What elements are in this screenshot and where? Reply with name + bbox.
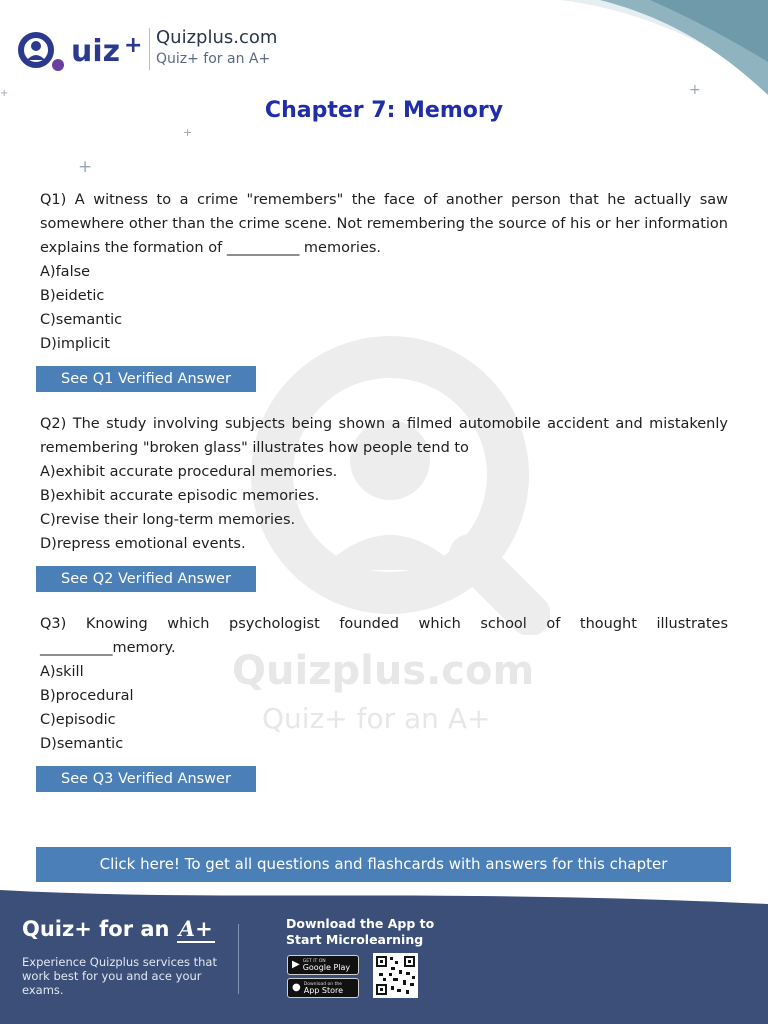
watermark-title: Quizplus.com: [232, 648, 535, 694]
answer-option: A)false: [40, 264, 91, 280]
google-play-text: [303, 959, 350, 972]
logo-divider: [149, 28, 150, 70]
answer-option: D)semantic: [40, 736, 124, 752]
question-3: [40, 612, 728, 756]
answer-option: B)procedural: [40, 688, 134, 704]
svg-text:+: +: [124, 33, 143, 58]
app-store-text: [304, 982, 343, 995]
see-q1-answer-button[interactable]: See Q1 Verified Answer: [36, 366, 256, 392]
question-text: Q3) Knowing which psychologist founded which school of thought illustrates __________memory.: [40, 616, 728, 656]
svg-text:uiz: uiz: [71, 34, 121, 69]
footer-brand-prefix: Quiz+ for an: [22, 917, 170, 941]
footer-brand-accent: A+: [178, 916, 213, 941]
app-store-label: App Store: [303, 985, 344, 995]
google-play-badge[interactable]: [287, 955, 359, 975]
answer-option: D)implicit: [40, 336, 110, 352]
answer-option: A)exhibit accurate procedural memories.: [40, 464, 338, 480]
app-store-badge[interactable]: [287, 978, 359, 998]
answer-option: A)skill: [40, 664, 84, 680]
answer-option: C)semantic: [40, 312, 123, 328]
answer-option: B)exhibit accurate episodic memories.: [40, 488, 320, 504]
google-play-label: Google Play: [302, 962, 351, 972]
site-name: Quizplus.com: [156, 27, 278, 48]
get-all-questions-button[interactable]: Click here! To get all questions and flashcards with answers for this chapter: [36, 847, 731, 882]
answer-option: B)eidetic: [40, 288, 105, 304]
page-title: Chapter 7: Memory: [264, 98, 504, 123]
plus-sparkle-icon: +: [689, 82, 701, 98]
question-1: [40, 188, 728, 356]
plus-sparkle-icon: +: [183, 126, 193, 139]
app-store-small: Download on the: [303, 981, 342, 987]
quizplus-logo-icon: [16, 26, 146, 76]
see-q2-answer-button[interactable]: See Q2 Verified Answer: [36, 566, 256, 592]
answer-option: C)revise their long-term memories.: [40, 512, 296, 528]
question-text: Q2) The study involving subjects being shown a filmed automobile accident and mistakenly remembering "broken glass" illustrates how people tend to: [40, 416, 728, 456]
plus-sparkle-icon: +: [78, 157, 93, 177]
question-text: Q1) A witness to a crime "remembers" the face of another person that he actually saw somewhere other than the crime scene. Not remembering the source of his or her information explains the formation of __________ memories.: [40, 192, 728, 256]
download-heading: Download the App to Start Microlearning: [286, 916, 435, 947]
watermark-subtitle: Quiz+ for an A+: [262, 702, 491, 735]
google-play-icon: ▶: [292, 959, 300, 970]
question-2: [40, 412, 728, 556]
footer-brand: [22, 916, 215, 941]
see-q3-answer-button[interactable]: See Q3 Verified Answer: [36, 766, 256, 792]
qr-code-icon[interactable]: [373, 953, 418, 998]
answer-option: C)episodic: [40, 712, 116, 728]
plus-sparkle-icon: +: [0, 88, 9, 99]
site-tagline: Quiz+ for an A+: [156, 51, 271, 67]
footer-description: Experience Quizplus services that work best for you and ace your exams.: [22, 955, 217, 997]
apple-icon: ●: [292, 982, 301, 993]
google-play-small: GET IT ON: [302, 958, 326, 964]
answer-option: D)repress emotional events.: [40, 536, 246, 552]
footer-divider: [238, 924, 239, 994]
